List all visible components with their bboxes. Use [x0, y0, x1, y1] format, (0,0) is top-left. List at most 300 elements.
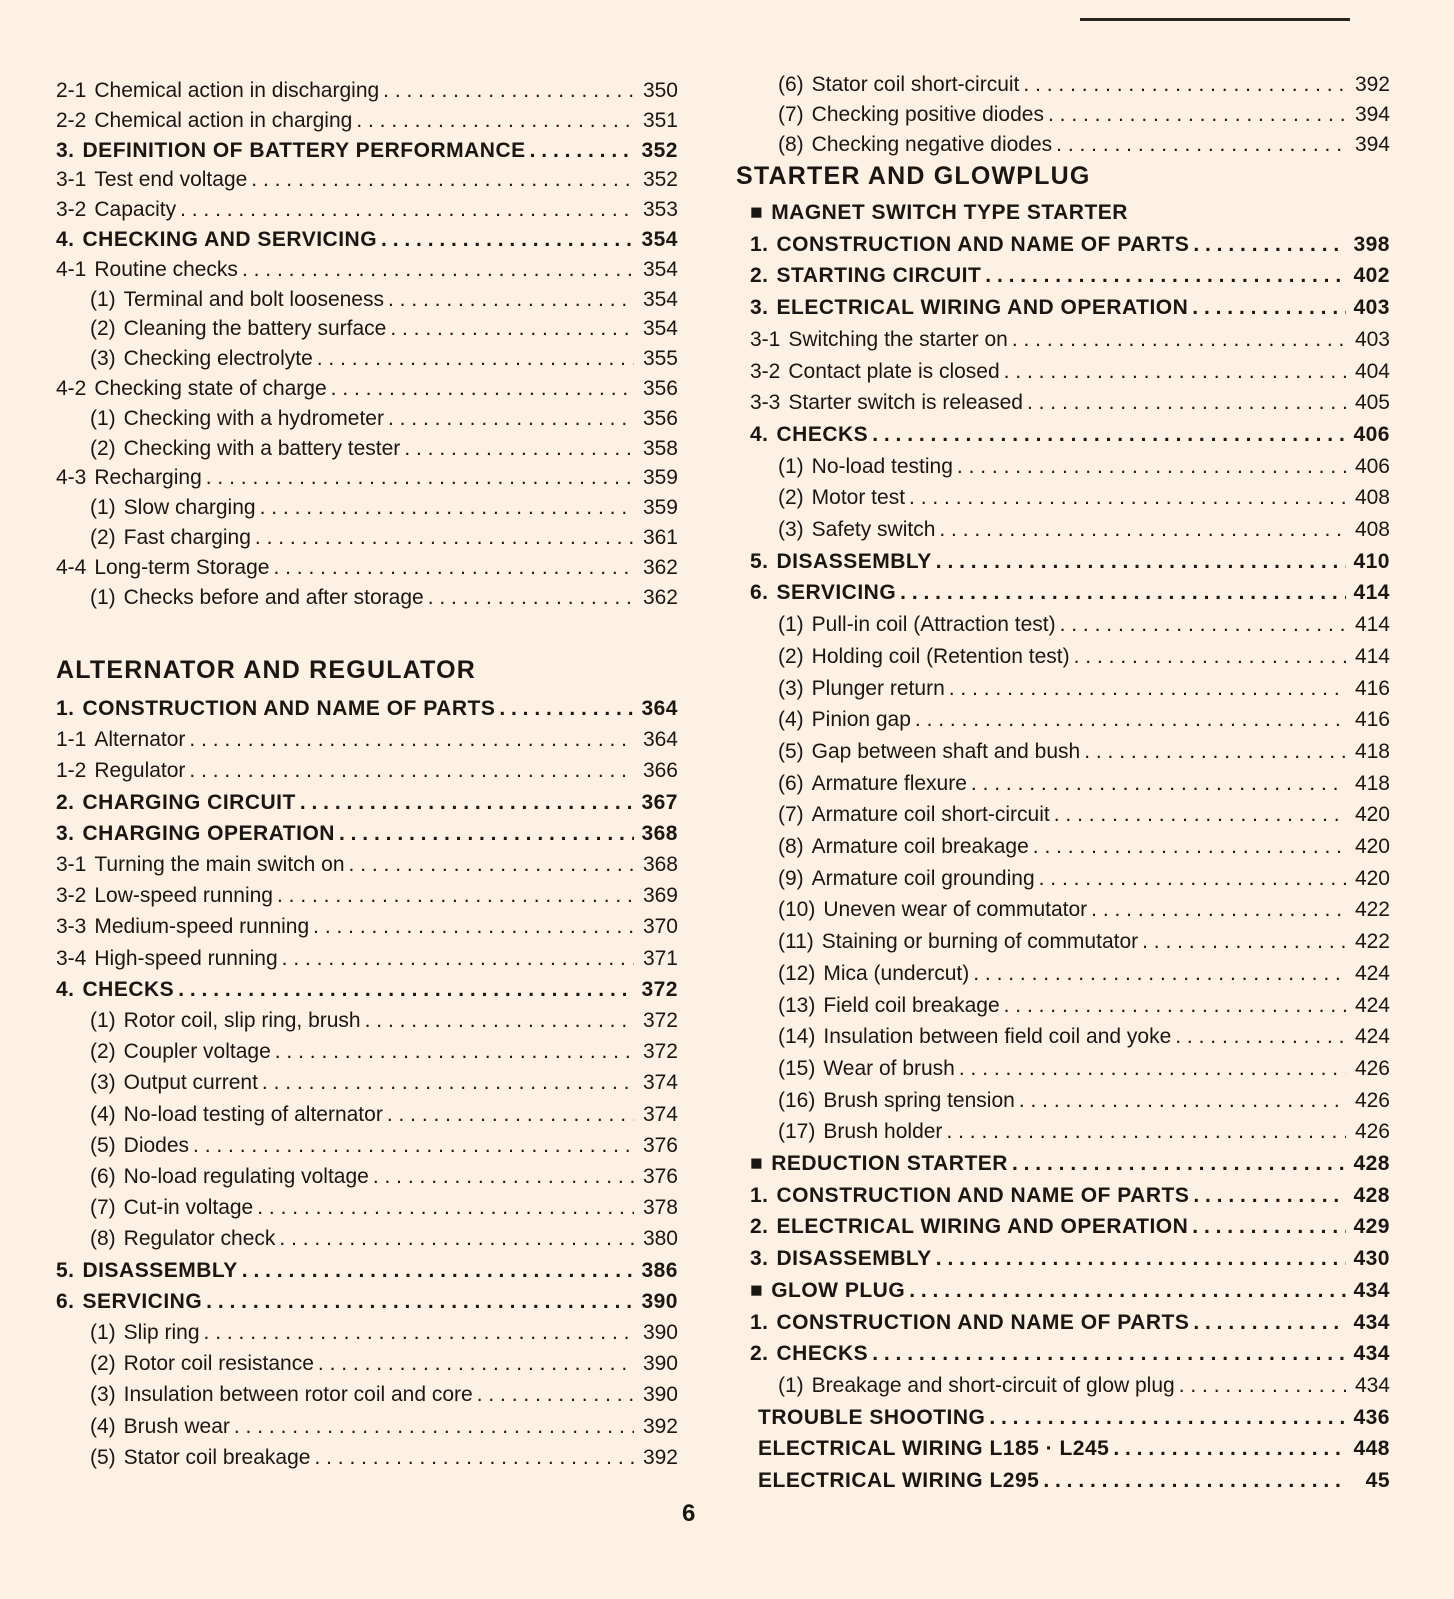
toc-entry: [750, 991, 1390, 1021]
toc-entry: [56, 463, 678, 493]
toc-entry: [750, 100, 1390, 130]
toc-entry: [750, 674, 1390, 704]
toc-entry-title: CHARGING CIRCUIT: [82, 790, 296, 814]
toc-entry: [56, 106, 678, 136]
toc-entry: [750, 261, 1390, 291]
toc-entry-title: Armature flexure: [811, 771, 967, 795]
toc-entry-number: (4): [778, 708, 804, 732]
toc-entry-page: 424: [1354, 961, 1390, 985]
toc-entry: [56, 1256, 678, 1286]
toc-entry-page: 406: [1353, 422, 1390, 446]
toc-entry-number: ■: [750, 201, 764, 224]
toc-entry: [750, 800, 1390, 830]
toc-entry: [750, 230, 1390, 260]
toc-leader-dots: [971, 769, 1346, 799]
toc-entry-page: 429: [1353, 1215, 1390, 1239]
toc-leader-dots: [428, 583, 634, 613]
toc-leader-dots: [356, 106, 634, 136]
toc-leader-dots: [193, 1131, 634, 1161]
toc-entry-title: Checking with a hydrometer: [123, 406, 384, 430]
toc-entry-title: ELECTRICAL WIRING AND OPERATION: [776, 296, 1189, 320]
toc-leader-dots: [206, 1287, 634, 1317]
toc-leader-dots: [365, 1006, 634, 1036]
toc-entry: [56, 195, 678, 225]
toc-entry-title: Insulation between field coil and yoke: [823, 1025, 1172, 1049]
toc-entry-number: (9): [778, 866, 804, 890]
toc-entry: [750, 705, 1390, 735]
toc-entry: [750, 1339, 1390, 1369]
toc-entry-number: (10): [778, 898, 816, 922]
toc-entry: [750, 1181, 1390, 1211]
toc-entry-title: Checking positive diodes: [811, 103, 1044, 126]
toc-entry: [56, 344, 678, 374]
toc-entry-title: No-load regulating voltage: [123, 1165, 369, 1188]
toc-entry-number: 5.: [750, 549, 769, 573]
toc-entry-number: 3-3: [750, 391, 781, 415]
toc-entry: [750, 515, 1390, 545]
toc-entry-page: 354: [642, 287, 678, 311]
toc-leader-dots: [189, 725, 634, 755]
toc-entry-title: Long-term Storage: [94, 555, 270, 579]
toc-entry-title: Test end voltage: [94, 168, 248, 192]
toc-entry-title: CHECKING AND SERVICING: [82, 228, 378, 251]
toc-leader-dots: [872, 420, 1346, 450]
toc-entry-page: 390: [641, 1289, 678, 1313]
toc-entry-number: (17): [778, 1120, 816, 1144]
toc-entry: [750, 1371, 1390, 1401]
toc-entry-page: 364: [642, 728, 678, 752]
toc-leader-dots: [915, 705, 1346, 735]
toc-entry-page: 416: [1354, 708, 1390, 732]
toc-entry-number: (4): [90, 1102, 116, 1126]
toc-entry-title: Coupler voltage: [123, 1040, 271, 1064]
toc-leader-dots: [273, 553, 634, 583]
toc-entry-number: 4.: [750, 422, 769, 446]
toc-entry-title: Capacity: [94, 198, 177, 222]
toc-entry-number: (7): [778, 103, 804, 126]
toc-entry-page: 418: [1354, 771, 1390, 795]
toc-entry-page: 371: [642, 946, 678, 970]
toc-leader-dots: [178, 975, 634, 1005]
toc-entry-page: 372: [642, 1009, 678, 1032]
toc-leader-dots: [388, 285, 634, 315]
toc-entry: [56, 493, 678, 523]
toc-leader-dots: [909, 483, 1346, 513]
toc-entry-page: 428: [1353, 1183, 1390, 1207]
toc-entry-title: Armature coil grounding: [811, 866, 1035, 890]
toc-entry-number: (12): [778, 961, 816, 985]
toc-entry-title: Field coil breakage: [823, 993, 1000, 1017]
toc-entry-page: 351: [642, 108, 678, 132]
toc-entry-page: 390: [642, 1383, 678, 1407]
toc-leader-dots: [1192, 293, 1346, 323]
toc-entry-number: (5): [90, 1133, 116, 1157]
toc-entry-title: Recharging: [94, 466, 202, 490]
toc-entry-title: Insulation between rotor coil and core: [123, 1383, 473, 1407]
toc-entry-title: SERVICING: [776, 581, 897, 605]
toc-entry-page: 414: [1353, 581, 1390, 605]
toc-entry-number: 3.: [56, 138, 75, 162]
toc-entry-page: 414: [1354, 613, 1390, 637]
toc-entry-title: Chemical action in charging: [94, 108, 353, 132]
toc-entry: [750, 293, 1390, 323]
toc-entry-title: DISASSEMBLY: [776, 549, 932, 573]
toc-entry-title: Plunger return: [811, 676, 945, 700]
toc-entry-title: Rotor coil, slip ring, brush: [123, 1009, 361, 1032]
toc-entry: [750, 1054, 1390, 1084]
toc-leader-dots: [255, 523, 634, 553]
toc-entry-title: Stator coil short-circuit: [811, 73, 1020, 96]
toc-leader-dots: [909, 1276, 1346, 1306]
toc-leader-dots: [314, 1443, 634, 1473]
toc-entry-page: 364: [641, 697, 678, 720]
toc-entry-title: Low-speed running: [94, 884, 273, 908]
toc-entry-number: 3-1: [56, 853, 87, 876]
toc-entry: [750, 1022, 1390, 1052]
toc-leader-dots: [282, 944, 634, 974]
toc-entry-title: Slip ring: [123, 1321, 200, 1344]
toc-entry-page: 354: [642, 257, 678, 281]
toc-leader-dots: [985, 261, 1346, 291]
toc-entry-number: 2.: [750, 1342, 769, 1366]
toc-entry-number: 4-1: [56, 257, 87, 281]
toc-leader-dots: [1193, 1181, 1346, 1211]
toc-leader-dots: [1179, 1371, 1346, 1401]
toc-entry: [750, 483, 1390, 513]
toc-entry-page: 405: [1354, 391, 1390, 415]
toc-entry-title: Pull-in coil (Attraction test): [811, 613, 1056, 637]
toc-entry-page: 368: [641, 821, 678, 845]
toc-leader-dots: [1091, 895, 1346, 925]
toc-entry: [56, 975, 678, 1005]
toc-entry: [750, 420, 1390, 450]
toc-entry-page: 352: [641, 138, 678, 162]
toc-entry: [56, 76, 678, 106]
toc-entry-page: 362: [642, 555, 678, 579]
toc-leader-dots: [1142, 927, 1346, 957]
toc-leader-dots: [349, 850, 634, 880]
toc-entry-page: 402: [1353, 264, 1390, 288]
toc-entry-number: 4-3: [56, 466, 87, 490]
toc-entry: [56, 1287, 678, 1317]
toc-leader-dots: [206, 463, 634, 493]
toc-leader-dots: [1012, 325, 1346, 355]
toc-entry-title: Turning the main switch on: [94, 853, 345, 876]
toc-entry-number: (2): [90, 1040, 116, 1064]
toc-entry-number: 2-2: [56, 108, 87, 132]
toc-leader-dots: [1074, 642, 1346, 672]
toc-leader-dots: [1192, 1212, 1346, 1242]
toc-entry: [750, 737, 1390, 767]
toc-entry-number: (8): [778, 133, 804, 156]
toc-entry-number: (1): [778, 454, 804, 478]
toc-entry-page: 359: [642, 496, 678, 520]
top-rule: [1080, 18, 1350, 21]
toc-leader-dots: [313, 912, 634, 942]
toc-entry: [750, 1212, 1390, 1242]
toc-entry-page: 408: [1354, 486, 1390, 510]
toc-leader-dots: [339, 819, 634, 849]
toc-entry-number: (3): [90, 1071, 116, 1095]
toc-entry: [750, 1117, 1390, 1147]
toc-entry: [750, 1308, 1390, 1338]
toc-entry-page: 424: [1354, 1025, 1390, 1049]
toc-leader-dots: [1084, 737, 1346, 767]
toc-entry-number: 3-1: [750, 327, 781, 351]
toc-leader-dots: [331, 374, 634, 404]
toc-entry-title: CONSTRUCTION AND NAME OF PARTS: [82, 697, 496, 720]
toc-entry-title: Wear of brush: [823, 1056, 955, 1080]
toc-leader-dots: [1043, 1466, 1346, 1496]
toc-entry-page: 350: [642, 79, 678, 102]
toc-entry-page: 434: [1353, 1278, 1390, 1302]
toc-entry-page: 370: [642, 915, 678, 939]
toc-entry: [56, 553, 678, 583]
toc-entry-title: GLOW PLUG: [771, 1278, 906, 1302]
section-heading-alternator: ALTERNATOR AND REGULATOR: [56, 656, 476, 684]
toc-entry: [56, 1349, 678, 1379]
toc-entry: [56, 404, 678, 434]
toc-entry-number: 3.: [56, 821, 75, 845]
toc-entry-page: 428: [1353, 1152, 1390, 1175]
toc-entry: [56, 1006, 678, 1036]
toc-entry-title: CHECKS: [776, 1342, 869, 1366]
toc-entry: [56, 1162, 678, 1192]
toc-entry-title: Mica (undercut): [823, 961, 970, 985]
toc-entry-number: 4-4: [56, 555, 87, 579]
toc-entry-title: Armature coil breakage: [811, 835, 1029, 858]
toc-entry-number: (1): [90, 406, 116, 430]
toc-entry-page: 356: [642, 377, 678, 400]
toc-entry-number: (16): [778, 1088, 816, 1112]
toc-entry: [56, 285, 678, 315]
toc-leader-dots: [530, 136, 634, 166]
toc-entry-number: (6): [90, 1165, 116, 1188]
toc-entry: [750, 1086, 1390, 1116]
toc-entry: [56, 1131, 678, 1161]
toc-leader-dots: [234, 1412, 634, 1442]
toc-entry: [56, 881, 678, 911]
toc-entry-title: Gap between shaft and bush: [811, 739, 1081, 763]
toc-entry-number: 1.: [56, 697, 75, 720]
toc-entry-title: MAGNET SWITCH TYPE STARTER: [771, 201, 1128, 224]
toc-entry-page: 378: [642, 1196, 678, 1220]
toc-entry-page: 359: [642, 466, 678, 490]
toc-entry-title: CHECKS: [82, 977, 175, 1001]
toc-entry-number: 1-2: [56, 759, 87, 783]
toc-entry-page: 352: [642, 168, 678, 192]
toc-entry-page: 422: [1354, 930, 1390, 954]
toc-entry-number: 1.: [750, 1310, 769, 1334]
toc-entry-number: 2-1: [56, 79, 87, 102]
page-number: 6: [682, 1500, 696, 1527]
toc-leader-dots: [1023, 70, 1346, 100]
toc-entry-page: 403: [1353, 296, 1390, 320]
toc-entry-title: Pinion gap: [811, 708, 911, 732]
toc-entry-page: 398: [1353, 232, 1390, 256]
toc-entry: [56, 756, 678, 786]
toc-entry-page: 436: [1353, 1405, 1390, 1429]
toc-leader-dots: [1193, 1308, 1346, 1338]
toc-entry-number: 3-1: [56, 168, 87, 192]
toc-entry-title: Armature coil short-circuit: [811, 803, 1050, 827]
toc-entry-page: 372: [642, 1040, 678, 1064]
toc-entry-number: (6): [778, 771, 804, 795]
toc-entry-title: SERVICING: [82, 1289, 203, 1313]
toc-entry-page: 362: [642, 585, 678, 609]
toc-entry: [56, 1380, 678, 1410]
toc-entry-title: Switching the starter on: [788, 327, 1008, 351]
toc-leader-dots: [388, 404, 634, 434]
toc-entry-page: 376: [642, 1133, 678, 1157]
toc-entry-number: 5.: [56, 1258, 75, 1282]
toc-leader-dots: [404, 434, 634, 464]
toc-entry-page: 361: [642, 526, 678, 549]
toc-entry: [56, 944, 678, 974]
toc-entry-title: Checking with a battery tester: [123, 436, 401, 460]
toc-leader-dots: [318, 1349, 634, 1379]
toc-leader-dots: [251, 165, 634, 195]
toc-entry-title: REDUCTION STARTER: [771, 1152, 1008, 1175]
toc-leader-dots: [957, 452, 1346, 482]
toc-entry: [56, 725, 678, 755]
toc-entry-title: Checking negative diodes: [811, 133, 1053, 156]
toc-entry: [56, 523, 678, 553]
toc-entry-number: (2): [778, 644, 804, 668]
toc-entry-title: CHECKS: [776, 422, 869, 446]
toc-entry-title: Brush spring tension: [823, 1088, 1015, 1112]
toc-entry-number: (2): [90, 317, 116, 341]
toc-entry-page: 406: [1354, 454, 1390, 478]
toc-entry-title: Checking state of charge: [94, 377, 327, 400]
toc-leader-dots: [900, 578, 1346, 608]
toc-leader-dots: [949, 674, 1346, 704]
toc-entry-page: 392: [1354, 73, 1390, 96]
toc-entry-page: 424: [1354, 993, 1390, 1017]
section-heading-starter: STARTER AND GLOWPLUG: [736, 162, 1091, 190]
toc-entry: [56, 788, 678, 818]
toc-leader-dots: [1004, 357, 1346, 387]
toc-entry-number: (15): [778, 1056, 816, 1080]
toc-leader-dots: [204, 1318, 634, 1348]
toc-entry-title: Breakage and short-circuit of glow plug: [811, 1373, 1175, 1397]
toc-leader-dots: [973, 959, 1346, 989]
toc-entry-number: (1): [778, 1373, 804, 1397]
toc-entry-title: Checks before and after storage: [123, 585, 424, 609]
toc-entry-title: Output current: [123, 1071, 258, 1095]
toc-entry: [56, 434, 678, 464]
toc-entry-number: (2): [90, 526, 116, 549]
toc-entry-title: TROUBLE SHOOTING: [758, 1405, 986, 1429]
toc-entry: [750, 1276, 1390, 1306]
toc-entry: [750, 895, 1390, 925]
toc-leader-dots: [1039, 864, 1346, 894]
toc-entry-number: ■: [750, 1152, 764, 1175]
toc-leader-dots: [1054, 800, 1346, 830]
toc-entry: [56, 912, 678, 942]
toc-entry-number: (7): [778, 803, 804, 827]
toc-entry-number: (5): [778, 739, 804, 763]
toc-entry-title: DISASSEMBLY: [776, 1247, 932, 1271]
toc-entry-title: STARTING CIRCUIT: [776, 264, 982, 288]
toc-entry-page: 420: [1354, 803, 1390, 827]
toc-leader-dots: [989, 1403, 1346, 1433]
toc-entry-number: (14): [778, 1025, 816, 1049]
toc-entry-number: 3-2: [56, 198, 87, 222]
toc-entry-page: 448: [1353, 1437, 1390, 1461]
toc-entry: [750, 769, 1390, 799]
toc-entry-title: CONSTRUCTION AND NAME OF PARTS: [776, 232, 1190, 256]
toc-entry-number: 1.: [750, 232, 769, 256]
toc-entry-title: DISASSEMBLY: [82, 1258, 238, 1282]
toc-entry: [750, 1434, 1390, 1464]
toc-entry-page: 434: [1354, 1373, 1390, 1397]
toc-leader-dots: [257, 1193, 634, 1223]
toc-entry-title: Checking electrolyte: [123, 347, 313, 371]
toc-entry-number: (1): [90, 585, 116, 609]
toc-entry-number: 1-1: [56, 728, 87, 752]
toc-entry: [56, 225, 678, 255]
toc-entry: [750, 198, 1390, 228]
toc-entry: [750, 452, 1390, 482]
toc-entry-title: Brush wear: [123, 1414, 230, 1438]
toc-leader-dots: [1193, 230, 1346, 260]
toc-entry-title: CONSTRUCTION AND NAME OF PARTS: [776, 1183, 1190, 1207]
toc-entry-title: Safety switch: [811, 518, 936, 541]
toc-entry-title: Chemical action in discharging: [94, 79, 380, 102]
toc-leader-dots: [1027, 388, 1346, 418]
toc-entry: [750, 610, 1390, 640]
toc-entry-page: 374: [642, 1071, 678, 1095]
toc-entry: [750, 642, 1390, 672]
toc-entry-page: 408: [1354, 518, 1390, 541]
toc-entry-page: 354: [641, 228, 678, 251]
toc-entry: [56, 850, 678, 880]
toc-leader-dots: [1004, 991, 1346, 1021]
toc-entry: [56, 374, 678, 404]
toc-entry-title: Stator coil breakage: [123, 1445, 311, 1469]
toc-entry-title: ELECTRICAL WIRING L295: [758, 1469, 1040, 1492]
toc-entry-page: 420: [1354, 835, 1390, 858]
toc-entry-page: 392: [642, 1414, 678, 1438]
toc-entry: [750, 325, 1390, 355]
toc-entry-number: 6.: [56, 1289, 75, 1313]
toc-entry: [750, 547, 1390, 577]
toc-entry-number: (11): [778, 930, 814, 954]
toc-entry-number: (1): [90, 1009, 116, 1032]
toc-entry-number: 3-2: [750, 359, 781, 383]
toc-entry-number: (13): [778, 993, 816, 1017]
toc-entry-page: 355: [642, 347, 678, 371]
toc-entry-number: 1.: [750, 1183, 769, 1207]
toc-entry-page: 45: [1365, 1469, 1390, 1492]
toc-leader-dots: [277, 881, 634, 911]
toc-entry: [56, 1068, 678, 1098]
toc-leader-dots: [317, 344, 634, 374]
toc-entry-page: 356: [642, 406, 678, 430]
toc-entry-page: 386: [641, 1258, 678, 1282]
toc-entry-number: (8): [90, 1227, 116, 1251]
toc-leader-dots: [260, 493, 634, 523]
toc-entry-number: (6): [778, 73, 804, 96]
toc-entry-title: Slow charging: [123, 496, 256, 520]
toc-leader-dots: [936, 547, 1346, 577]
toc-entry-page: 394: [1354, 133, 1390, 156]
toc-entry-page: 380: [642, 1227, 678, 1251]
toc-entry-number: (3): [90, 347, 116, 371]
toc-entry-page: 403: [1354, 327, 1390, 351]
toc-entry: [750, 1149, 1390, 1179]
